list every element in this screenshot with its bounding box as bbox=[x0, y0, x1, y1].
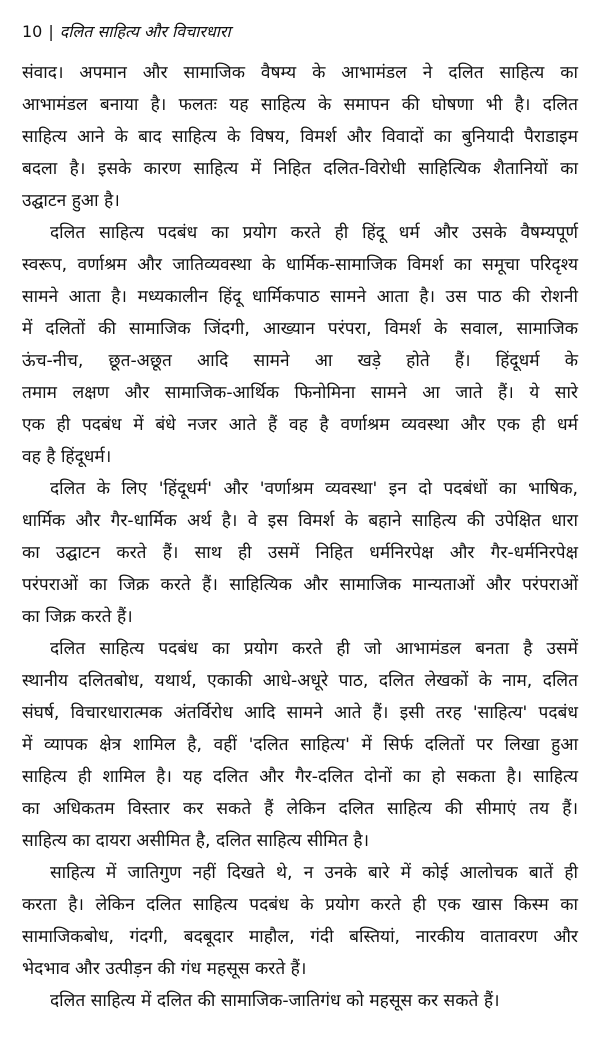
text-line: सामाजिकबोध, गंदगी, बदबूदार माहौल, गंदी बस्तियां, नारकीय वातावरण और bbox=[22, 927, 578, 947]
text-line: साहित्य का दायरा असीमित है, दलित साहित्य सीमित है। bbox=[22, 831, 370, 851]
text-line: साहित्य में जातिगुण नहीं दिखते थे, न उनके बारे में कोई आलोचक बातें ही bbox=[50, 863, 578, 883]
text-line: का उद्घाटन करते हैं। साथ ही उसमें निहित धर्मनिरपेक्ष और गैर-धर्मनिरपेक्ष bbox=[22, 543, 578, 563]
text-line: संवाद। अपमान और सामाजिक वैषम्य के आभामंडल ने दलित साहित्य का bbox=[22, 63, 578, 83]
book-title: दलित साहित्य और विचारधारा bbox=[59, 22, 231, 41]
text-line: बदला है। इसके कारण साहित्य में निहित दलित-विरोधी साहित्यिक शैतानियों का bbox=[22, 159, 578, 179]
text-line: साहित्य ही शामिल है। यह दलित और गैर-दलित दोनों का हो सकता है। साहित्य bbox=[22, 767, 578, 787]
text-line: भेदभाव और उत्पीड़न की गंध महसूस करते हैं। bbox=[22, 959, 307, 979]
text-line: सामने आता है। मध्यकालीन हिंदू धार्मिकपाठ सामने आता है। उस पाठ की रोशनी bbox=[22, 287, 578, 307]
text-line: वह है हिंदूधर्म। bbox=[22, 447, 112, 467]
text-line: में व्यापक क्षेत्र शामिल है, वहीं 'दलित साहित्य' में सिर्फ दलितों पर लिखा हुआ bbox=[22, 735, 578, 755]
text-line: स्थानीय दलितबोध, यथार्थ, एकाकी आधे-अधूरे पाठ, दलित लेखकों के नाम, दलित bbox=[22, 671, 578, 691]
text-line: ऊंच-नीच, छूत-अछूत आदि सामने आ खड़े होते हैं। हिंदूधर्म के bbox=[22, 351, 578, 371]
page-number: 10 bbox=[22, 22, 43, 41]
text-line: परंपराओं का जिक्र करते हैं। साहित्यिक और सामाजिक मान्यताओं और परंपराओं bbox=[22, 575, 578, 595]
text-line: स्वरूप, वर्णाश्रम और जातिव्यवस्था के धार्मिक-सामाजिक विमर्श का समूचा परिदृश्य bbox=[22, 255, 578, 275]
text-line: दलित साहित्य में दलित की सामाजिक-जातिगंध को महसूस कर सकते हैं। bbox=[50, 991, 500, 1011]
header-separator: | bbox=[48, 22, 54, 41]
text-line: का जिक्र करते हैं। bbox=[22, 607, 133, 627]
text-line: संघर्ष, विचारधारात्मक अंतर्विरोध आदि सामने आते हैं। इसी तरह 'साहित्य' पदबंध bbox=[22, 703, 578, 723]
text-line: में दलितों की सामाजिक जिंदगी, आख्यान परंपरा, विमर्श के सवाल, सामाजिक bbox=[22, 319, 578, 339]
text-line: तमाम लक्षण और सामाजिक-आर्थिक फिनोमिना सामने आ जाते हैं। ये सारे bbox=[22, 383, 578, 403]
text-line: करता है। लेकिन दलित साहित्य पदबंध के प्रयोग करते ही एक खास किस्म का bbox=[22, 895, 578, 915]
text-line: आभामंडल बनाया है। फलतः यह साहित्य के समापन की घोषणा भी है। दलित bbox=[22, 95, 578, 115]
text-line: दलित साहित्य पदबंध का प्रयोग करते ही हिंदू धर्म और उसके वैषम्यपूर्ण bbox=[50, 223, 578, 243]
text-line: दलित के लिए 'हिंदूधर्म' और 'वर्णाश्रम व्यवस्था' इन दो पदबंधों का भाषिक, bbox=[50, 479, 578, 499]
running-header bbox=[22, 20, 231, 44]
text-line: एक ही पदबंध में बंधे नजर आते हैं वह है वर्णाश्रम व्यवस्था और एक ही धर्म bbox=[22, 415, 578, 435]
text-line: दलित साहित्य पदबंध का प्रयोग करते ही जो आभामंडल बनता है उसमें bbox=[50, 639, 578, 659]
text-line: धार्मिक और गैर-धार्मिक अर्थ है। वे इस विमर्श के बहाने साहित्य की उपेक्षित धारा bbox=[22, 511, 578, 531]
text-line: उद्घाटन हुआ है। bbox=[22, 191, 120, 211]
text-line: का अधिकतम विस्तार कर सकते हैं लेकिन दलित साहित्य की सीमाएं तय हैं। bbox=[22, 799, 578, 819]
text-line: साहित्य आने के बाद साहित्य के विषय, विमर्श और विवादों का बुनियादी पैराडाइम bbox=[22, 127, 578, 147]
